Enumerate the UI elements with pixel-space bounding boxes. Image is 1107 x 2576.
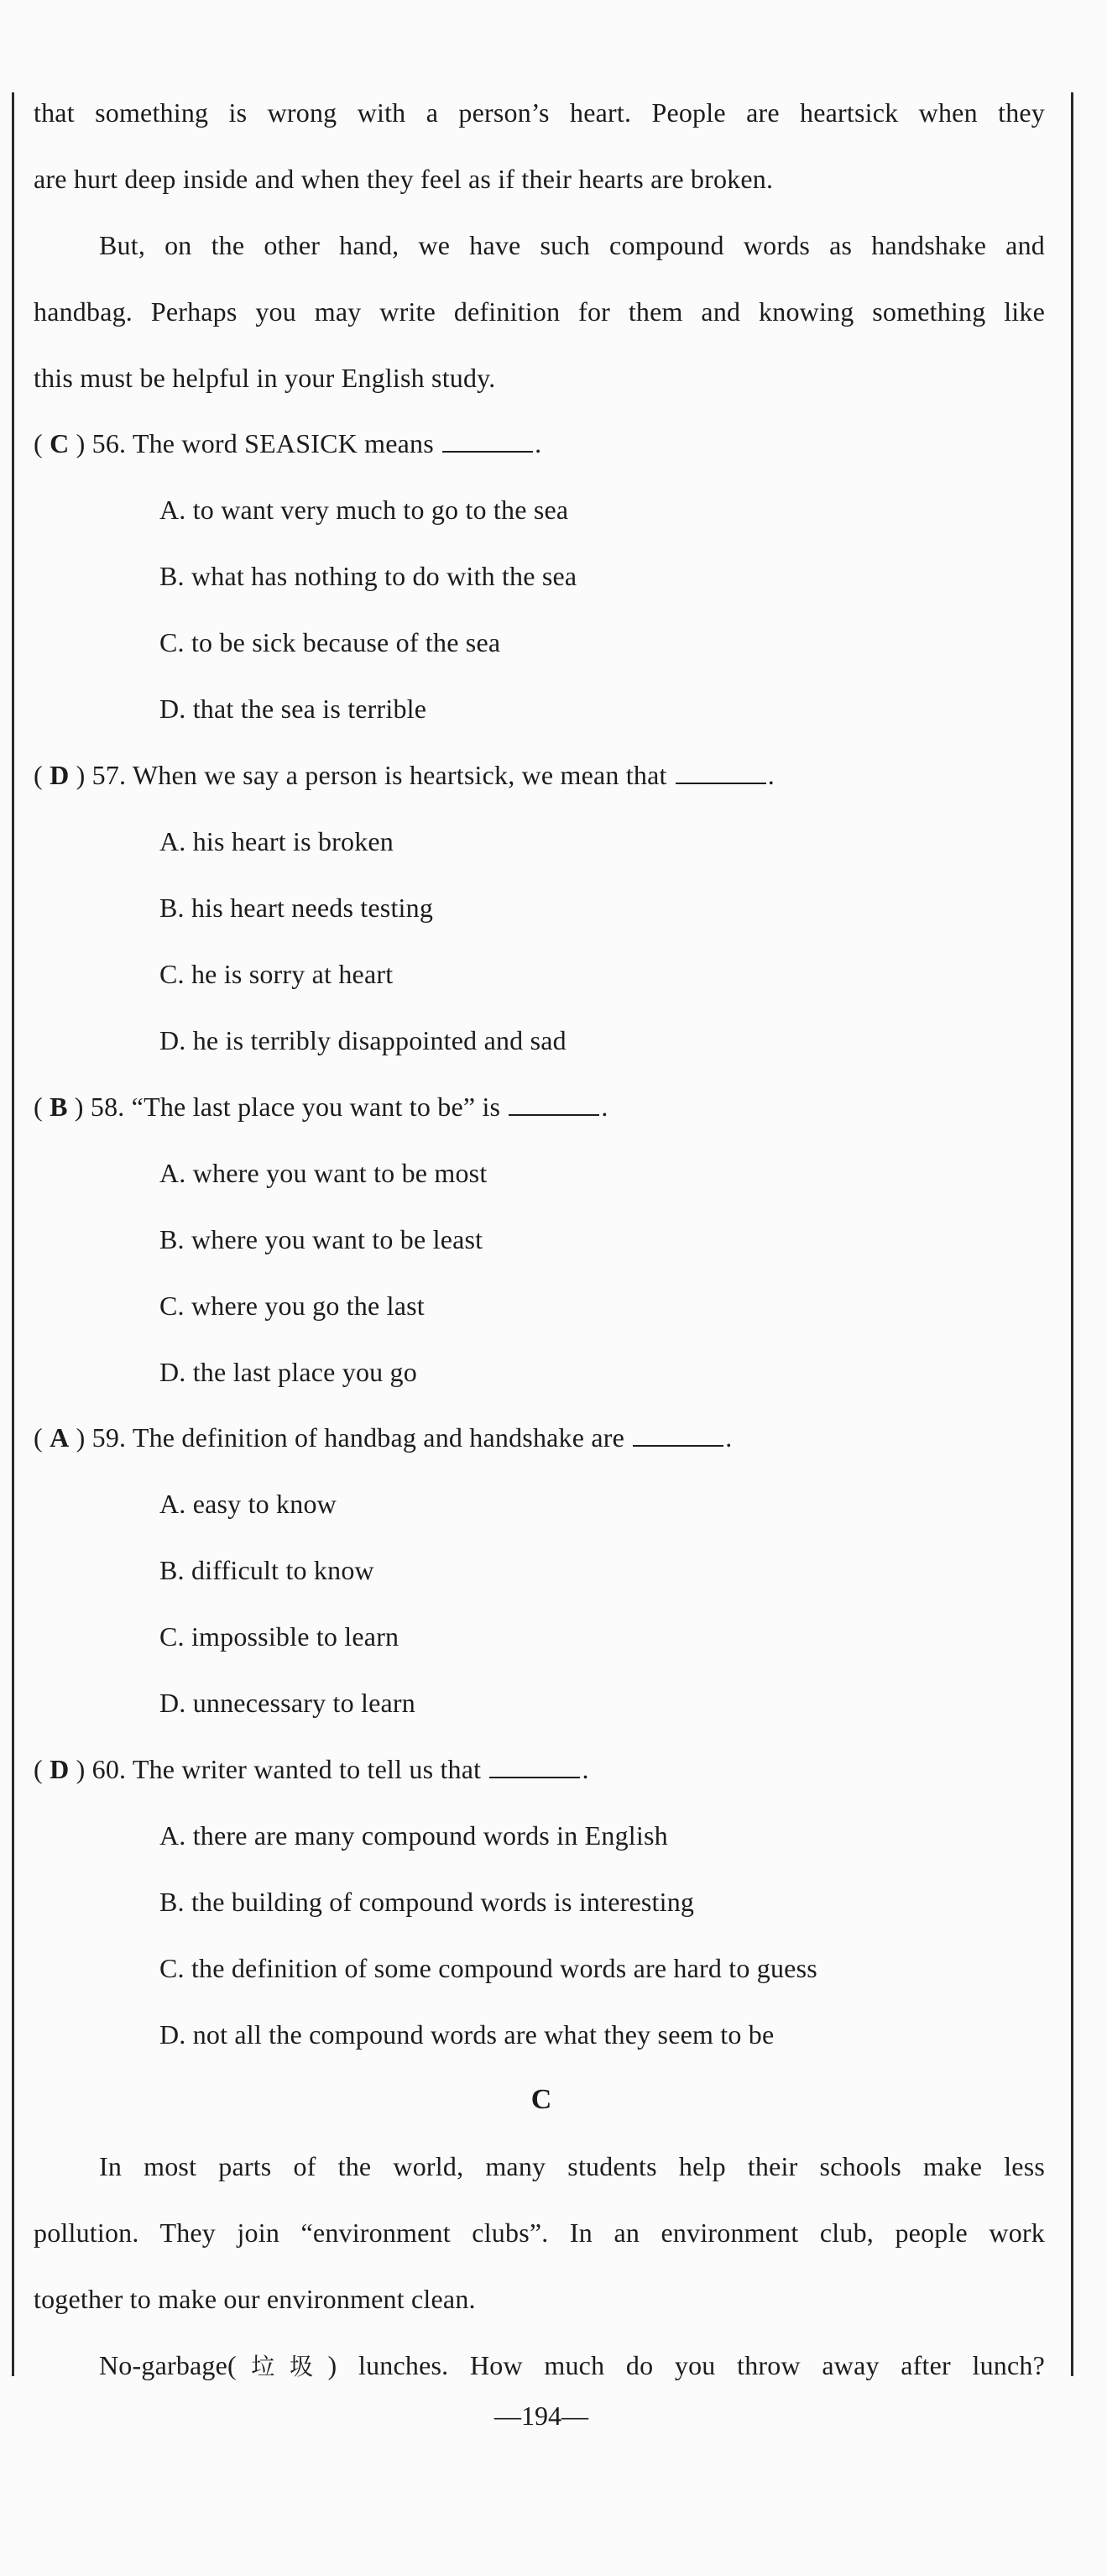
option-c: C. where you go the last: [159, 1291, 425, 1321]
question-stem: 59. The definition of handbag and handshake are: [91, 1422, 625, 1453]
passage-line: are hurt deep inside and when they feel as if their hearts are broken.: [34, 164, 774, 194]
option-d: D. the last place you go: [159, 1357, 417, 1387]
option-c: C. impossible to learn: [159, 1621, 399, 1652]
option-c: C. to be sick because of the sea: [159, 627, 501, 657]
question-stem: 60. The writer wanted to tell us that: [91, 1754, 482, 1784]
passage-line: together to make our environment clean.: [34, 2284, 476, 2314]
passage-line: this must be helpful in your English study.: [34, 363, 496, 393]
chinese-gloss: 垃圾: [236, 2353, 328, 2380]
line-prefix: No-garbage(: [99, 2350, 237, 2380]
question-stem: 58. “The last place you want to be” is: [90, 1092, 501, 1122]
page-number: —194—: [494, 2401, 588, 2431]
answer-blank: [509, 1092, 599, 1116]
option-a: A. easy to know: [159, 1489, 337, 1519]
option-d: D. he is terribly disappointed and sad: [159, 1025, 567, 1055]
option-b: B. what has nothing to do with the sea: [159, 561, 577, 591]
answer-letter: B: [50, 1092, 68, 1122]
answer-letter: A: [50, 1422, 70, 1453]
answer-blank: [676, 761, 766, 784]
question-56: ( C ) 56. The word SEASICK means .: [34, 428, 542, 458]
question-59: ( A ) 59. The definition of handbag and handshake are .: [34, 1422, 733, 1453]
answer-letter: C: [50, 428, 70, 458]
option-c: C. he is sorry at heart: [159, 959, 394, 989]
question-57: ( D ) 57. When we say a person is heartsick, we mean that .: [34, 760, 775, 790]
question-stem: 56. The word SEASICK means: [91, 428, 434, 458]
passage-line: pollution. They join “environment clubs”. In an environment club, people work: [34, 2217, 1045, 2248]
option-b: B. where you want to be least: [159, 1224, 483, 1254]
question-tail: .: [767, 760, 775, 790]
question-tail: .: [535, 428, 542, 458]
answer-blank: [489, 1755, 580, 1778]
question-tail: .: [601, 1092, 608, 1122]
section-heading: C: [530, 2084, 552, 2115]
option-b: B. difficult to know: [159, 1555, 374, 1585]
option-b: B. the building of compound words is interesting: [159, 1887, 695, 1917]
option-a: A. where you want to be most: [159, 1158, 488, 1188]
option-b: B. his heart needs testing: [159, 893, 434, 923]
page-border-left: [12, 92, 14, 2376]
option-c: C. the definition of some compound words are hard to guess: [159, 1953, 817, 1983]
question-stem: 57. When we say a person is heartsick, we mean that: [91, 760, 667, 790]
option-d: D. unnecessary to learn: [159, 1688, 415, 1718]
question-60: ( D ) 60. The writer wanted to tell us that .: [34, 1754, 589, 1784]
passage-line: In most parts of the world, many students help their schools make less: [99, 2151, 1045, 2181]
page-border-right: [1071, 92, 1073, 2376]
question-tail: .: [582, 1754, 589, 1784]
passage-line: [99, 2348, 1045, 2384]
option-d: D. not all the compound words are what they seem to be: [159, 2019, 775, 2050]
passage-line: But, on the other hand, we have such compound words as handshake and: [99, 230, 1045, 260]
passage-line: that something is wrong with a person’s heart. People are heartsick when they: [34, 97, 1045, 128]
passage-line: handbag. Perhaps you may write definition for them and knowing something like: [34, 296, 1045, 327]
question-58: ( B ) 58. “The last place you want to be” is .: [34, 1092, 608, 1122]
option-a: A. there are many compound words in English: [159, 1820, 668, 1851]
answer-letter: D: [50, 760, 70, 790]
question-tail: .: [725, 1422, 733, 1453]
answer-blank: [442, 429, 533, 453]
answer-letter: D: [50, 1754, 70, 1784]
option-a: A. his heart is broken: [159, 826, 394, 856]
option-d: D. that the sea is terrible: [159, 694, 427, 724]
line-suffix: ) lunches. How much do you throw away after lunch?: [327, 2350, 1046, 2380]
answer-blank: [633, 1423, 723, 1447]
option-a: A. to want very much to go to the sea: [159, 495, 569, 525]
